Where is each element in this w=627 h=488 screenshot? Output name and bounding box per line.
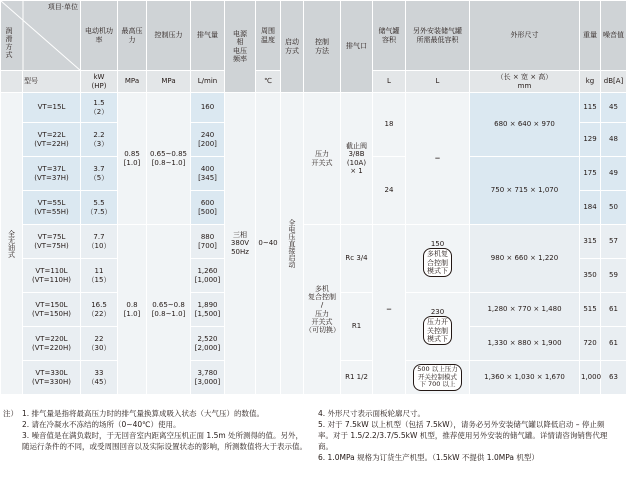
note-item: 2. 请在冷凝水不冻结的场所（0~40℃）使用。 xyxy=(22,419,181,429)
notes-column-right xyxy=(318,409,608,463)
note-item: 4. 外形尺寸表示面板轮廓尺寸。 xyxy=(318,409,426,418)
dimensions-group-b: 750 × 715 × 1,070 xyxy=(470,157,580,225)
unit-control-pressure: MPa xyxy=(147,71,191,93)
note-item: 6. 1.0MPa 规格为订货生产机型。（1.5kW 不提供 1.0MPa 机型） xyxy=(318,452,539,462)
col-header-start-method: 启动 方式 xyxy=(281,1,304,93)
model-cell: VT=37L (VT=37H) xyxy=(23,157,81,191)
weight-cell: 350 xyxy=(580,259,601,293)
outlet-group-c: R1 xyxy=(341,293,373,361)
model-cell: VT=150L (VT=150H) xyxy=(23,293,81,327)
weight-cell: 129 xyxy=(580,123,601,157)
min-volume-500 xyxy=(406,361,470,395)
noise-cell: 45 xyxy=(601,93,627,123)
control-pressure-group-a: 0.65~0.85 [0.8~1.0] xyxy=(147,93,191,225)
col-header-control-method: 控制 方法 xyxy=(304,1,341,93)
unit-noise: dB[A] xyxy=(601,71,627,93)
unit-ambient-temp: ℃ xyxy=(256,71,281,93)
weight-cell: 315 xyxy=(580,225,601,259)
flow-cell: 2,520 [2,000] xyxy=(191,327,225,361)
noise-cell: 61 xyxy=(601,327,627,361)
note-item: 3. 噪音值是在满负载时，于无回音室内距离空压机正面 1.5m 处所测得的值。另外，随运行条件的不同，或受周围回音以及实际设置状态的影响，所测数值将大于表示值。 xyxy=(22,430,307,451)
weight-cell: 515 xyxy=(580,293,601,327)
lubrication-header: 润滑方式 xyxy=(5,27,13,60)
power-cell: 5.5 （7.5） xyxy=(81,191,118,225)
model-cell: VT=220L (VT=220H) xyxy=(23,327,81,361)
unit-max-pressure: MPa xyxy=(118,71,147,93)
flow-cell: 160 xyxy=(191,93,225,123)
noise-cell: 61 xyxy=(601,293,627,327)
col-header-power-supply: 电源 相 电压 频率 xyxy=(225,1,256,93)
flow-cell: 240 [200] xyxy=(191,123,225,157)
control-method-group-b: 多机 复合控制 / 压力 开关式 （可切换） xyxy=(304,225,341,395)
model-header: 型号 xyxy=(23,71,81,93)
model-cell: VT=22L (VT=22H) xyxy=(23,123,81,157)
flow-cell: 1,260 [1,000] xyxy=(191,259,225,293)
note-item: 1. 排气量是指将最高压力时的排气量换算成吸入状态（大气压）的数值。 xyxy=(22,409,265,418)
min-volume-230 xyxy=(406,293,470,361)
unit-min-volume: L xyxy=(406,71,470,93)
flow-cell: 880 [700] xyxy=(191,225,225,259)
model-cell: VT=110L (VT=110H) xyxy=(23,259,81,293)
weight-cell: 720 xyxy=(580,327,601,361)
dimensions-group-d: 1,280 × 770 × 1,480 xyxy=(470,293,580,327)
noise-cell: 48 xyxy=(601,123,627,157)
outlet-group-b: Rc 3/4 xyxy=(341,225,373,293)
outlet-group-a: 截止阀 3/8B (10A) × 1 xyxy=(341,93,373,225)
model-cell: VT=75L (VT=75H) xyxy=(23,225,81,259)
outlet-group-d: R1 1/2 xyxy=(341,361,373,395)
model-cell: VT=15L xyxy=(23,93,81,123)
weight-cell: 115 xyxy=(580,93,601,123)
col-header-tank: 储气罐 容积 xyxy=(373,1,406,71)
min-volume-230-value: 230 xyxy=(430,308,445,317)
power-cell: 16.5 （22） xyxy=(81,293,118,327)
tank-group-a: 18 xyxy=(373,93,406,157)
dimensions-group-f: 1,360 × 1,030 × 1,670 xyxy=(470,361,580,395)
power-cell: 11 （15） xyxy=(81,259,118,293)
max-pressure-group-a: 0.85 [1.0] xyxy=(118,93,147,225)
power-cell: 2.2 （3） xyxy=(81,123,118,157)
dimensions-group-c: 980 × 660 × 1,220 xyxy=(470,225,580,293)
start-method-value: 全电压直接启动 xyxy=(281,93,304,395)
weight-cell: 184 xyxy=(580,191,601,225)
col-header-ambient-temp: 周围 温度 xyxy=(256,1,281,71)
flow-cell: 400 [345] xyxy=(191,157,225,191)
power-cell: 33 （45） xyxy=(81,361,118,395)
col-header-weight: 重量 xyxy=(580,1,601,71)
min-volume-150 xyxy=(406,225,470,293)
dimensions-group-a: 680 × 640 × 970 xyxy=(470,93,580,157)
lubrication-value: 全无油式 xyxy=(1,93,23,395)
power-cell: 22 （30） xyxy=(81,327,118,361)
power-supply-value: 三相 380V 50Hz xyxy=(225,93,256,395)
weight-cell: 1,000 xyxy=(580,361,601,395)
col-header-noise: 噪音值 xyxy=(601,1,627,71)
model-cell: VT=330L (VT=330H) xyxy=(23,361,81,395)
flow-cell: 1,890 [1,500] xyxy=(191,293,225,327)
flow-cell: 3,780 [3,000] xyxy=(191,361,225,395)
unit-flow: L/min xyxy=(191,71,225,93)
flow-cell: 600 [500] xyxy=(191,191,225,225)
ambient-temp-value: 0~40 xyxy=(256,93,281,395)
unit-tank: L xyxy=(373,71,406,93)
notes-column-left xyxy=(22,409,307,453)
dimensions-group-e: 1,330 × 880 × 1,900 xyxy=(470,327,580,361)
noise-cell: 59 xyxy=(601,259,627,293)
max-pressure-group-b: 0.8 [1.0] xyxy=(118,225,147,395)
col-header-min-volume: 另外安装储气罐 所需最低容积 xyxy=(406,1,470,71)
min-volume-500-note: 500 以上压力 开关控制模式 下 700 以上 xyxy=(413,364,461,390)
min-volume-230-note: 压力开 关控制 模式下 xyxy=(423,316,452,344)
noise-cell: 63 xyxy=(601,361,627,395)
col-header-outlet: 排气口 xyxy=(341,1,373,93)
tank-dash: – xyxy=(373,225,406,395)
col-header-control-pressure: 控制压力 xyxy=(147,1,191,71)
power-cell: 7.7 （10） xyxy=(81,225,118,259)
control-method-group-a: 压力 开关式 xyxy=(304,93,341,225)
item-unit-label: 项目·单位 xyxy=(47,3,78,11)
col-header-power: 电动机功率 xyxy=(81,1,118,71)
tank-group-b: 24 xyxy=(373,157,406,225)
noise-cell: 50 xyxy=(601,191,627,225)
col-header-flow: 排气量 xyxy=(191,1,225,71)
control-pressure-group-b: 0.65~0.8 [0.8~1.0] xyxy=(147,225,191,395)
weight-cell: 175 xyxy=(580,157,601,191)
power-cell: 3.7 （5） xyxy=(81,157,118,191)
lubrication-unit-cell xyxy=(1,71,23,93)
col-header-dimensions: 外形尺寸 xyxy=(470,1,580,71)
unit-weight: kg xyxy=(580,71,601,93)
col-header-max-pressure: 最高压力 xyxy=(118,1,147,71)
notes-label: 注） xyxy=(3,409,18,418)
noise-cell: 49 xyxy=(601,157,627,191)
power-cell: 1.5 （2） xyxy=(81,93,118,123)
unit-dimensions: （长 × 宽 × 高） mm xyxy=(470,71,580,93)
min-volume-dash-a: – xyxy=(406,93,470,225)
note-item: 5. 对于 7.5kW 以上机型（包括 7.5kW），请务必另外安装储气罐以降低启动 – 停止频率。对于 1.5/2.2/3.7/5.5kW 机型，推荐使用另外安装的储气罐。详情请咨询销售代理商。 xyxy=(318,419,608,451)
unit-power: kW (HP) xyxy=(81,71,118,93)
min-volume-150-note: 多机复 合控制 模式下 xyxy=(423,248,452,276)
noise-cell: 57 xyxy=(601,225,627,259)
min-volume-150-value: 150 xyxy=(430,240,445,249)
header-corner xyxy=(1,1,81,71)
model-cell: VT=55L (VT=55H) xyxy=(23,191,81,225)
